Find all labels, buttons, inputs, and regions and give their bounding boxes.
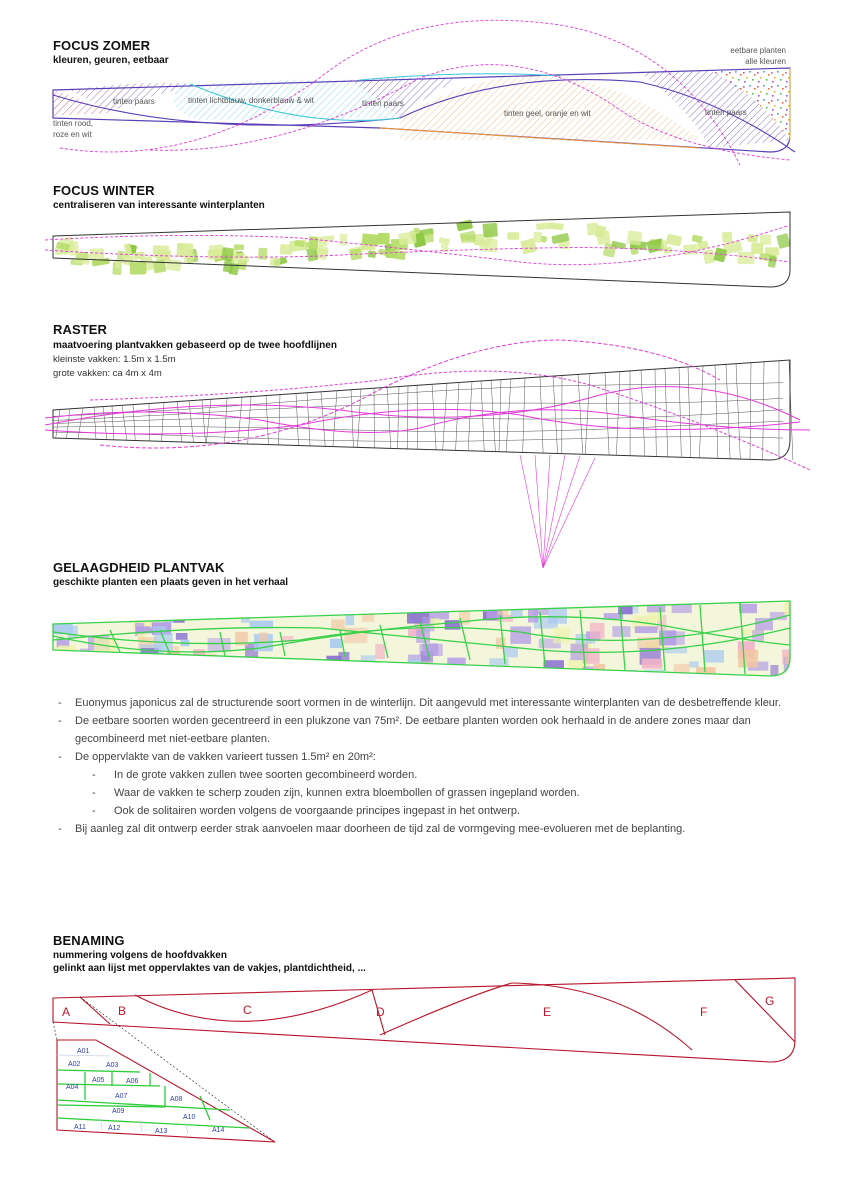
gelaagdheid-patch <box>770 665 778 681</box>
raster-cell-line <box>540 377 543 453</box>
gelaagdheid-patch <box>319 673 333 685</box>
gelaagdheid-patch <box>61 660 72 667</box>
raster-cell-line <box>78 408 83 439</box>
gelaagdheid-patch <box>792 617 807 628</box>
gelaagdheid-patch <box>738 650 758 668</box>
winter-patch <box>234 244 244 250</box>
gelaagdheid-patch <box>497 600 508 616</box>
gelaagdheid-patch <box>142 655 165 671</box>
raster-cell-line <box>665 369 668 457</box>
gelaagdheid-patch <box>423 643 439 655</box>
bullet-3-sub-1: - In de grote vakken zullen twee soorten gecombineerd worden. <box>58 766 818 784</box>
cell-a13: A13 <box>155 1128 168 1135</box>
raster-cell-line <box>238 397 242 443</box>
gelaagdheid-patch <box>206 654 217 660</box>
raster-cell-line <box>407 386 408 449</box>
gelaagdheid-patch <box>579 675 596 681</box>
focus-winter-subtitle: centraliseren van interessante winterplanten <box>53 200 265 211</box>
winter-patch <box>456 219 473 231</box>
winter-patch <box>548 222 563 230</box>
label-eetbare-2: alle kleuren <box>745 57 786 66</box>
gelaagdheid-patch <box>171 601 192 618</box>
gelaagdheid-patch <box>82 615 103 622</box>
gelaagdheid-patch <box>739 604 757 613</box>
gelaagdheid-patch <box>133 612 143 620</box>
winter-patch <box>691 234 702 243</box>
gelaagdheid-patch <box>330 639 342 648</box>
raster-cell-line <box>688 367 691 457</box>
winter-patch <box>367 250 376 258</box>
winter-patch <box>536 222 551 230</box>
gelaagdheid-patch <box>208 638 231 652</box>
raster-cell-line <box>56 410 60 439</box>
winter-patch <box>309 236 319 249</box>
raster-cell-line <box>763 362 764 459</box>
gelaagdheid-patch <box>120 606 141 612</box>
benaming-title: BENAMING <box>53 933 125 948</box>
raster-cell-line <box>443 383 447 449</box>
winter-patch <box>722 232 732 243</box>
gelaagdheid-patch <box>583 648 600 664</box>
raster-note-klein: kleinste vakken: 1.5m x 1.5m <box>53 354 176 365</box>
focus-zomer-subtitle: kleuren, geuren, eetbaar <box>53 55 169 66</box>
zone-label-f: F <box>700 1005 708 1019</box>
gelaagdheid-patch <box>178 602 200 618</box>
label-eetbare-1: eetbare planten <box>730 46 786 55</box>
winter-patch <box>760 235 771 245</box>
zone-label-e: E <box>543 1005 552 1019</box>
raster-focus-rays <box>520 455 595 568</box>
gelaagdheid-patch <box>503 670 526 684</box>
winter-patch <box>362 233 380 246</box>
gelaagdheid-patch <box>166 666 181 677</box>
winter-patch <box>269 257 281 268</box>
gelaagdheid-patch <box>70 663 83 678</box>
gelaagdheid-patch <box>247 602 268 616</box>
gelaagdheid-patch <box>553 627 570 643</box>
cell-a11: A11 <box>74 1124 86 1131</box>
gelaagdheid-patch <box>85 652 109 661</box>
zone-label-c: C <box>243 1003 252 1017</box>
raster-cell-line <box>307 393 310 446</box>
winter-plant-patches <box>55 219 791 275</box>
raster-cell-line <box>553 376 558 453</box>
raster-cell-line <box>248 397 251 444</box>
gelaagdheid-patch <box>143 659 160 669</box>
raster-cell-line <box>616 372 620 455</box>
label-tinten-blauw: tinten lichtblauw, donkerblauw & wit <box>188 96 314 105</box>
raster-cell-line <box>112 406 114 440</box>
winter-patch <box>207 249 222 260</box>
gelaagdheid-patch <box>87 605 110 617</box>
zone-label-g: G <box>765 994 775 1008</box>
gelaagdheid-patch <box>689 661 698 667</box>
cell-a10: A10 <box>183 1114 196 1121</box>
gelaagdheid-patch <box>663 675 672 685</box>
raster-cell-line <box>266 396 269 445</box>
raster-cell-line <box>94 407 96 439</box>
cell-a05: A05 <box>92 1077 105 1084</box>
winter-patch <box>627 230 643 245</box>
cell-a03: A03 <box>106 1062 119 1069</box>
gelaagdheid-patch <box>148 604 163 612</box>
gelaagdheid-patch <box>186 600 194 615</box>
gelaagdheid-diagram <box>0 595 847 685</box>
gelaagdheid-patch <box>165 603 181 614</box>
winter-patch <box>507 232 519 240</box>
cell-a09: A09 <box>112 1108 125 1115</box>
raster-cell-line <box>523 378 525 452</box>
gelaagdheid-patch <box>346 608 355 625</box>
label-tinten-paars-1: tinten paars <box>113 97 155 106</box>
gelaagdheid-patch <box>145 666 167 676</box>
gelaagdheid-patch <box>176 633 188 640</box>
gelaagdheid-patch <box>704 650 724 663</box>
raster-cell-line <box>585 374 590 454</box>
raster-cell-line <box>133 405 135 441</box>
gelaagdheid-patch <box>510 626 531 644</box>
raster-cell-line <box>358 389 362 447</box>
benaming-subtitle-1: nummering volgens de hoofdvakken <box>53 950 227 961</box>
cell-a08: A08 <box>170 1096 183 1103</box>
cell-a14: A14 <box>212 1127 225 1134</box>
bullet-2: - De eetbare soorten worden gecentreerd in een plukzone van 75m². De eetbare planten worden ook herhaald in de andere zones maar dan gecombineerd met niet-eetbare planten. <box>58 712 818 748</box>
gelaagdheid-patch <box>424 666 446 676</box>
bullet-3-sub-2: - Waar de vakken te scherp zouden zijn, kunnen extra bloembollen of grassen ingepland worden. <box>58 784 818 802</box>
zone-label-b: B <box>118 1004 127 1018</box>
gelaagdheid-patch <box>361 655 376 664</box>
label-tinten-rood-1: tinten rood, <box>53 119 94 128</box>
gelaagdheid-patch <box>789 602 810 614</box>
winter-patch <box>702 249 715 264</box>
winter-patch <box>482 223 498 238</box>
winter-patch <box>587 223 600 236</box>
winter-patch <box>221 247 234 261</box>
gelaagdheid-patch <box>81 603 105 615</box>
gelaagdheid-patch <box>333 662 342 671</box>
cell-a02: A02 <box>68 1061 81 1068</box>
label-tinten-paars-2: tinten paars <box>362 99 404 108</box>
benaming-zones-outline <box>53 978 795 1062</box>
cell-a04: A04 <box>66 1084 79 1091</box>
raster-cell-line <box>351 390 353 447</box>
gelaagdheid-patch <box>642 659 662 669</box>
winter-patch <box>280 244 293 255</box>
winter-patch <box>398 232 417 246</box>
raster-cell-line <box>122 405 127 440</box>
raster-diagram <box>0 330 847 580</box>
focus-zomer-title: FOCUS ZOMER <box>53 38 151 53</box>
raster-cell-line <box>506 379 511 452</box>
bullet-3-sub-3: - Ook de solitairen worden volgens de voorgaande principes ingepast in het ontwerp. <box>58 802 818 820</box>
raster-cell-line <box>699 366 703 457</box>
raster-title: RASTER <box>53 322 108 337</box>
raster-cell-line <box>750 363 751 459</box>
winter-patch <box>378 233 390 245</box>
raster-row-line <box>53 383 783 417</box>
gelaagdheid-patch <box>590 623 605 639</box>
raster-cell-line <box>279 395 281 445</box>
raster-subtitle: maatvoering plantvakken gebaseerd op de twee hoofdlijnen <box>53 340 337 351</box>
gelaagdheid-patch <box>124 673 146 685</box>
gelaagdheid-patch <box>171 611 184 620</box>
cell-a07: A07 <box>115 1093 128 1100</box>
raster-cell-line <box>736 364 740 459</box>
label-tinten-paars-3: tinten paars <box>705 108 747 117</box>
cell-a12: A12 <box>108 1125 121 1132</box>
gelaagdheid-patch <box>635 626 658 633</box>
raster-note-groot: grote vakken: ca 4m x 4m <box>53 368 162 379</box>
gelaagdheid-patch <box>362 609 374 621</box>
raster-cell-line <box>641 370 645 456</box>
winter-patch <box>258 248 268 260</box>
winter-patch <box>533 232 542 243</box>
bullet-4: - Bij aanleg zal dit ontwerp eerder strak aanvoelen maar doorheen de tijd zal de vormgeving mee-evolueren met de beplanting. <box>58 820 818 838</box>
gelaagdheid-patch <box>252 600 263 608</box>
gelaagdheid-patch <box>376 674 399 681</box>
gelaagdheid-patch <box>544 660 564 668</box>
zone-label-d: D <box>376 1005 385 1019</box>
winter-patch <box>153 260 167 274</box>
winter-patch <box>339 234 347 246</box>
zone-label-a: A <box>62 1005 71 1019</box>
benaming-zone-labels <box>62 994 774 1019</box>
gelaagdheid-patch <box>109 608 120 615</box>
gelaagdheid-patch <box>659 675 680 685</box>
text-bullets <box>58 694 818 838</box>
gelaagdheid-title: GELAAGDHEID PLANTVAK <box>53 560 225 575</box>
gelaagdheid-patch <box>191 665 207 677</box>
raster-cell-line <box>103 407 107 440</box>
winter-patch <box>666 234 682 247</box>
gelaagdheid-patch <box>261 666 277 675</box>
gelaagdheid-patch <box>150 612 170 620</box>
gelaagdheid-patch <box>331 620 345 631</box>
bullet-3: - De oppervlakte van de vakken varieert tussen 1.5m² en 20m²: <box>58 748 818 766</box>
gelaagdheid-patch <box>146 670 162 685</box>
cell-a01: A01 <box>77 1048 90 1055</box>
focus-winter-diagram <box>0 205 847 295</box>
gelaagdheid-subtitle: geschikte planten een plaats geven in het verhaal <box>53 577 289 588</box>
benaming-subtitle-2: gelinkt aan lijst met oppervlaktes van de vakjes, plantdichtheid, ... <box>53 963 366 974</box>
winter-patch <box>660 240 667 251</box>
winter-patch <box>776 233 791 249</box>
raster-magenta-curves <box>45 340 810 470</box>
focus-zomer-diagram <box>0 10 847 180</box>
raster-cell-line <box>578 374 583 453</box>
gelaagdheid-patch <box>504 647 518 657</box>
raster-cell-line <box>67 409 71 439</box>
gelaagdheid-patch <box>426 673 437 683</box>
gelaagdheid-patch <box>344 628 367 644</box>
gelaagdheid-patch <box>95 668 114 674</box>
raster-cell-line <box>321 392 325 446</box>
gelaagdheid-patch <box>785 654 804 664</box>
gelaagdheid-patch <box>337 671 347 683</box>
bullet-1: - Euonymus japonicus zal de structurende soort vormen in de winterlijn. Dit aangevuld met interessante winterplanten van de desbetreffende kleur. <box>58 694 818 712</box>
label-tinten-geel: tinten geel, oranje en wit <box>504 109 591 118</box>
gelaagdheid-patch <box>408 659 422 672</box>
gelaagdheid-patch <box>375 644 385 659</box>
label-tinten-rood-2: roze en wit <box>53 130 92 139</box>
raster-cell-line <box>726 364 730 458</box>
winter-patch <box>738 252 755 264</box>
gelaagdheid-patch <box>787 671 803 684</box>
winter-patch <box>130 262 147 275</box>
gelaagdheid-patch <box>286 604 305 612</box>
gelaagdheid-patch <box>181 655 191 672</box>
raster-cell-line <box>679 368 681 457</box>
raster-cell-line <box>655 369 656 456</box>
winter-patch <box>90 248 105 259</box>
gelaagdheid-patch <box>241 608 250 623</box>
raster-cell-line <box>456 383 459 451</box>
cell-a06: A06 <box>126 1078 139 1085</box>
benaming-diagram <box>0 975 847 1150</box>
winter-patch <box>683 244 697 255</box>
gelaagdheid-patch <box>628 670 637 685</box>
focus-winter-title: FOCUS WINTER <box>53 183 155 198</box>
gelaagdheid-patch <box>147 601 168 616</box>
